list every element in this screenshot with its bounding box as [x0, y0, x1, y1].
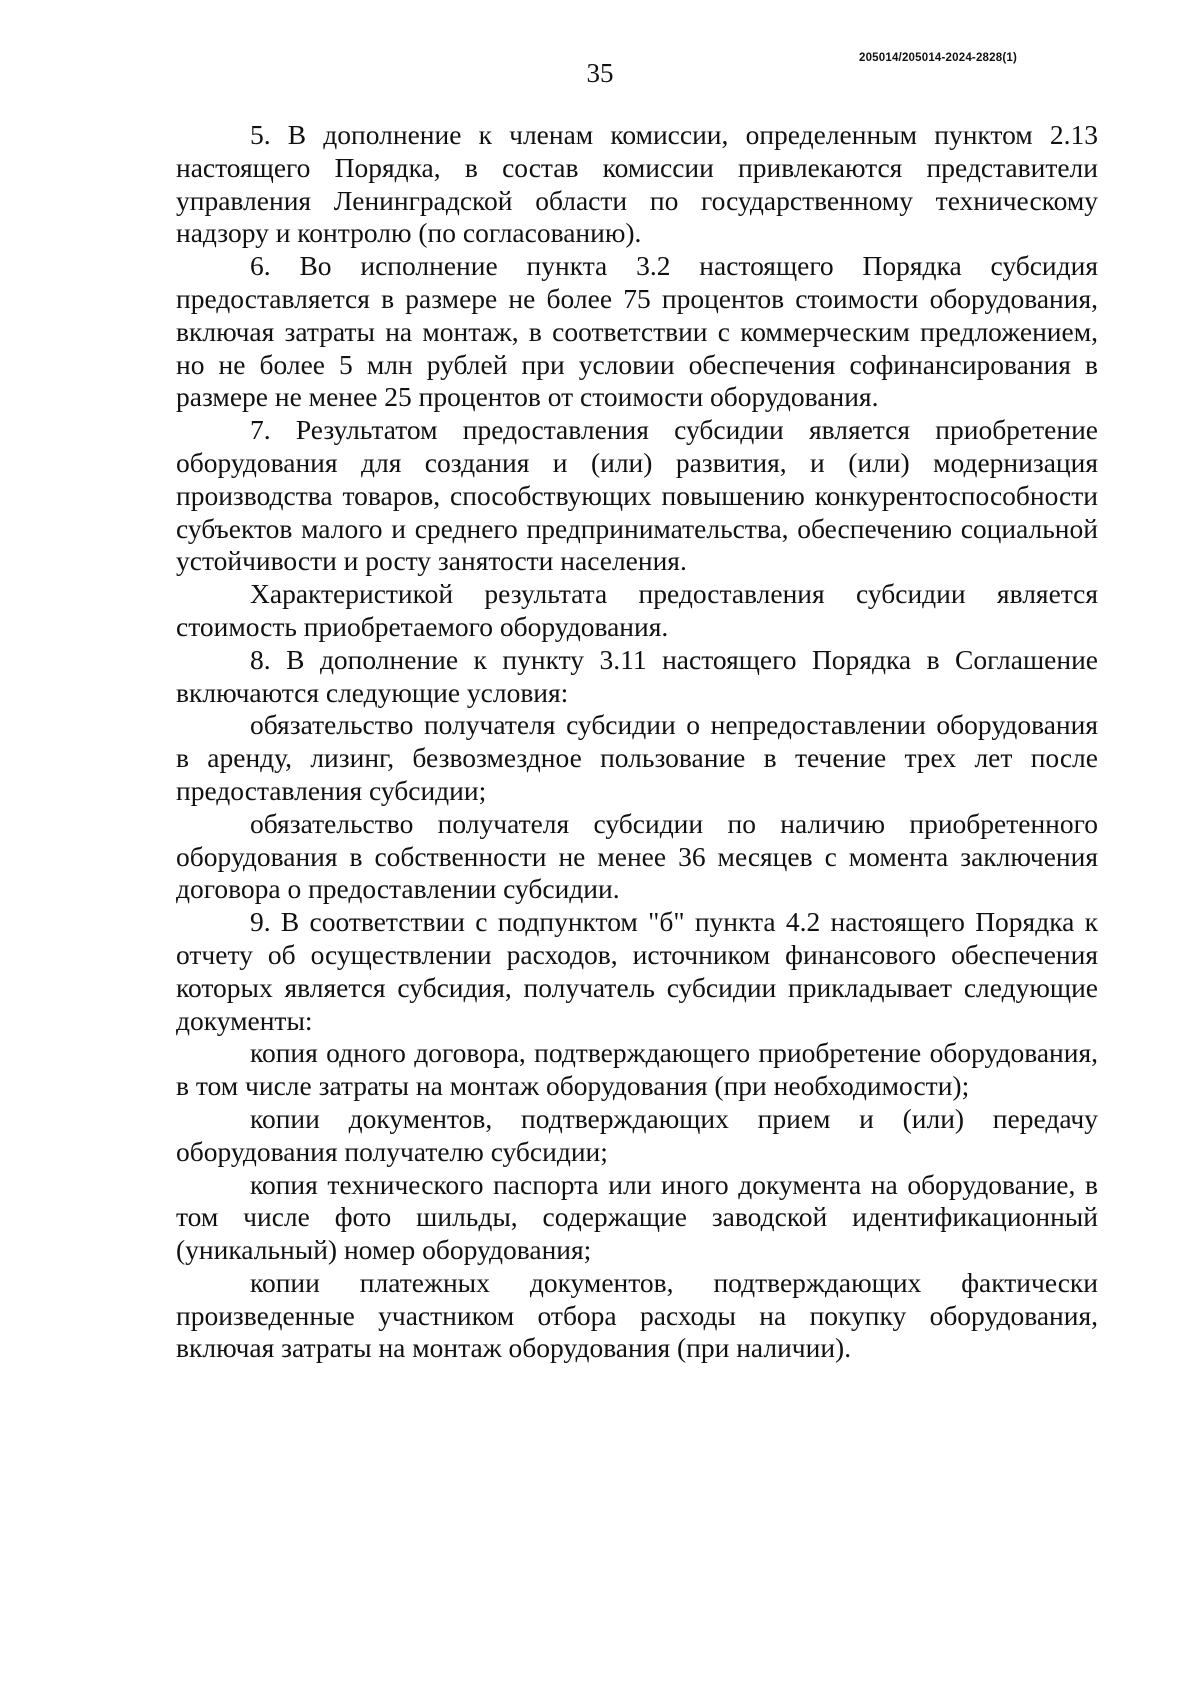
paragraph-condition-ownership: обязательство получателя субсидии по наличию приобретенного оборудования в собственности не менее 36 месяцев с момента заключения договора о предоставлении субсидии. [176, 807, 1098, 905]
paragraph-item-7: 7. Результатом предоставления субсидии является приобретение оборудования для создания и (или) развития, и (или) модернизация производства товаров, способствующих повышению конкурентоспособности субъектов малого и среднего предпринимательства, обеспечению социальной устойчивости и росту занятости населения. [176, 414, 1098, 577]
document-id: 205014/205014-2024-2828(1) [858, 52, 1017, 64]
paragraph-doc-payment-copies: копии платежных документов, подтверждающих фактически произведенные участником отбора расходы на покупку оборудования, включая затраты на монтаж оборудования (при наличии). [176, 1266, 1098, 1364]
paragraph-item-8: 8. В дополнение к пункту 3.11 настоящего Порядка в Соглашение включаются следующие условия: [176, 643, 1098, 708]
paragraph-result-characteristic: Характеристикой результата предоставления субсидии является стоимость приобретаемого оборудования. [176, 578, 1098, 642]
paragraph-item-5: 5. В дополнение к членам комиссии, определенным пунктом 2.13 настоящего Порядка, в состав комиссии привлекаются представители управления Ленинградской области по государственному техническому надзору и контролю (по согласованию). [176, 119, 1098, 249]
document-body [176, 119, 1098, 1365]
paragraph-doc-technical-passport: копия технического паспорта или иного документа на оборудование, в том числе фото шильды, содержащие заводской идентификационный (уникальный) номер оборудования; [176, 1168, 1098, 1266]
paragraph-item-9: 9. В соответствии с подпунктом "б" пункта 4.2 настоящего Порядка к отчету об осуществлении расходов, источником финансового обеспечения которых является субсидия, получатель субсидии прикладывает следующие документы: [176, 906, 1098, 1036]
paragraph-doc-contract-copy: копия одного договора, подтверждающего приобретение оборудования, в том числе затраты на монтаж оборудования (при необходимости); [176, 1037, 1098, 1102]
page-number: 35 [586, 58, 614, 88]
paragraph-condition-no-lease: обязательство получателя субсидии о непредоставлении оборудования в аренду, лизинг, безвозмездное пользование в течение трех лет после предоставления субсидии; [176, 709, 1098, 806]
paragraph-doc-acceptance-copies: копии документов, подтверждающих прием и (или) передачу оборудования получателю субсидии; [176, 1102, 1098, 1167]
paragraph-item-6: 6. Во исполнение пункта 3.2 настоящего Порядка субсидия предоставляется в размере не более 75 процентов стоимости оборудования, включая затраты на монтаж, в соответствии с коммерческим предложением, но не более 5 млн рублей при условии обеспечения софинансирования в размере не менее 25 процентов от стоимости оборудования. [176, 250, 1098, 413]
